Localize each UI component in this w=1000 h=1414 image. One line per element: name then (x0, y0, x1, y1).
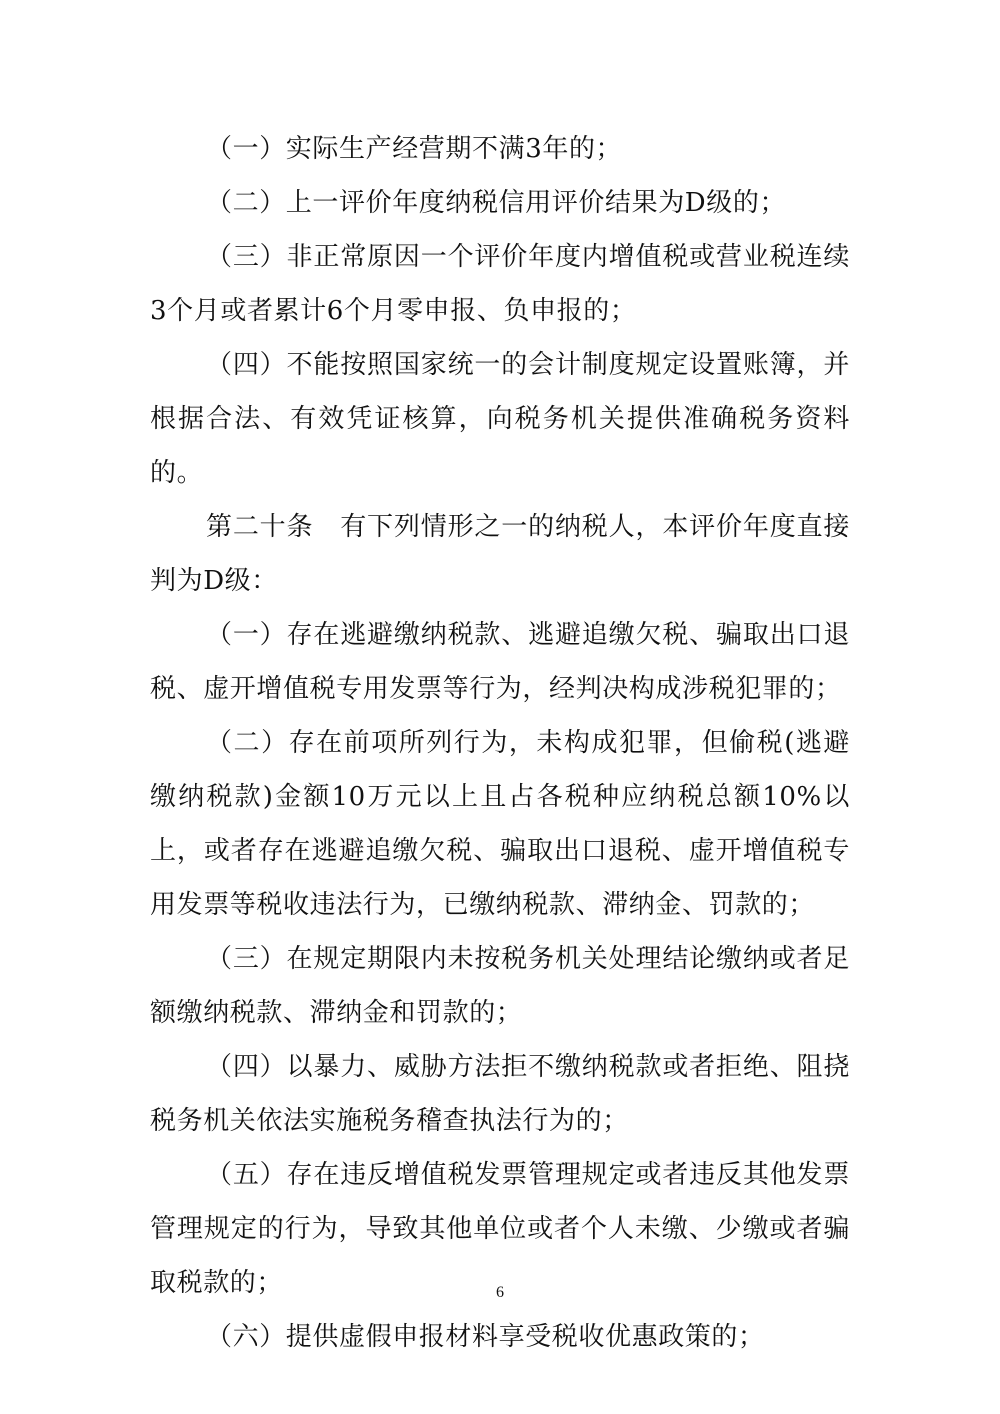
paragraph-item-1: （一）实际生产经营期不满3年的； (206, 134, 623, 164)
paragraph-item-8: （四）以暴力、威胁方法拒不缴纳税款或者拒绝、阻挠税务机关依法实施税务稽查执法行为的； (150, 1052, 850, 1136)
paragraph-item-4: （四）不能按照国家统一的会计制度规定设置账簿，并根据合法、有效凭证核算，向税务机关提供准确税务资料的。 (150, 350, 850, 488)
paragraph-item-3: （三）非正常原因一个评价年度内增值税或营业税连续3个月或者累计6个月零申报、负申报的； (150, 242, 850, 326)
page-number: 6 (496, 1284, 504, 1301)
paragraph-item-6: （二）存在前项所列行为，未构成犯罪，但偷税(逃避缴纳税款)金额10万元以上且占各税种应纳税总额10%以上，或者存在逃避追缴欠税、骗取出口退税、虚开增值税专用发票等税收违法行为，已缴纳税款、滞纳金、罚款的； (150, 728, 850, 920)
paragraph-item-2: （二）上一评价年度纳税信用评价结果为D级的； (206, 188, 787, 218)
paragraph-item-10: （六）提供虚假申报材料享受税收优惠政策的； (206, 1322, 765, 1352)
document-body (150, 122, 850, 1364)
paragraph-item-5: （一）存在逃避缴纳税款、逃避追缴欠税、骗取出口退税、虚开增值税专用发票等行为，经判决构成涉税犯罪的； (150, 620, 850, 704)
article-20-heading: 第二十条 有下列情形之一的纳税人，本评价年度直接判为D级： (150, 512, 850, 596)
paragraph-item-7: （三）在规定期限内未按税务机关处理结论缴纳或者足额缴纳税款、滞纳金和罚款的； (150, 944, 850, 1028)
paragraph-item-9: （五）存在违反增值税发票管理规定或者违反其他发票管理规定的行为，导致其他单位或者个人未缴、少缴或者骗取税款的； (150, 1160, 850, 1298)
